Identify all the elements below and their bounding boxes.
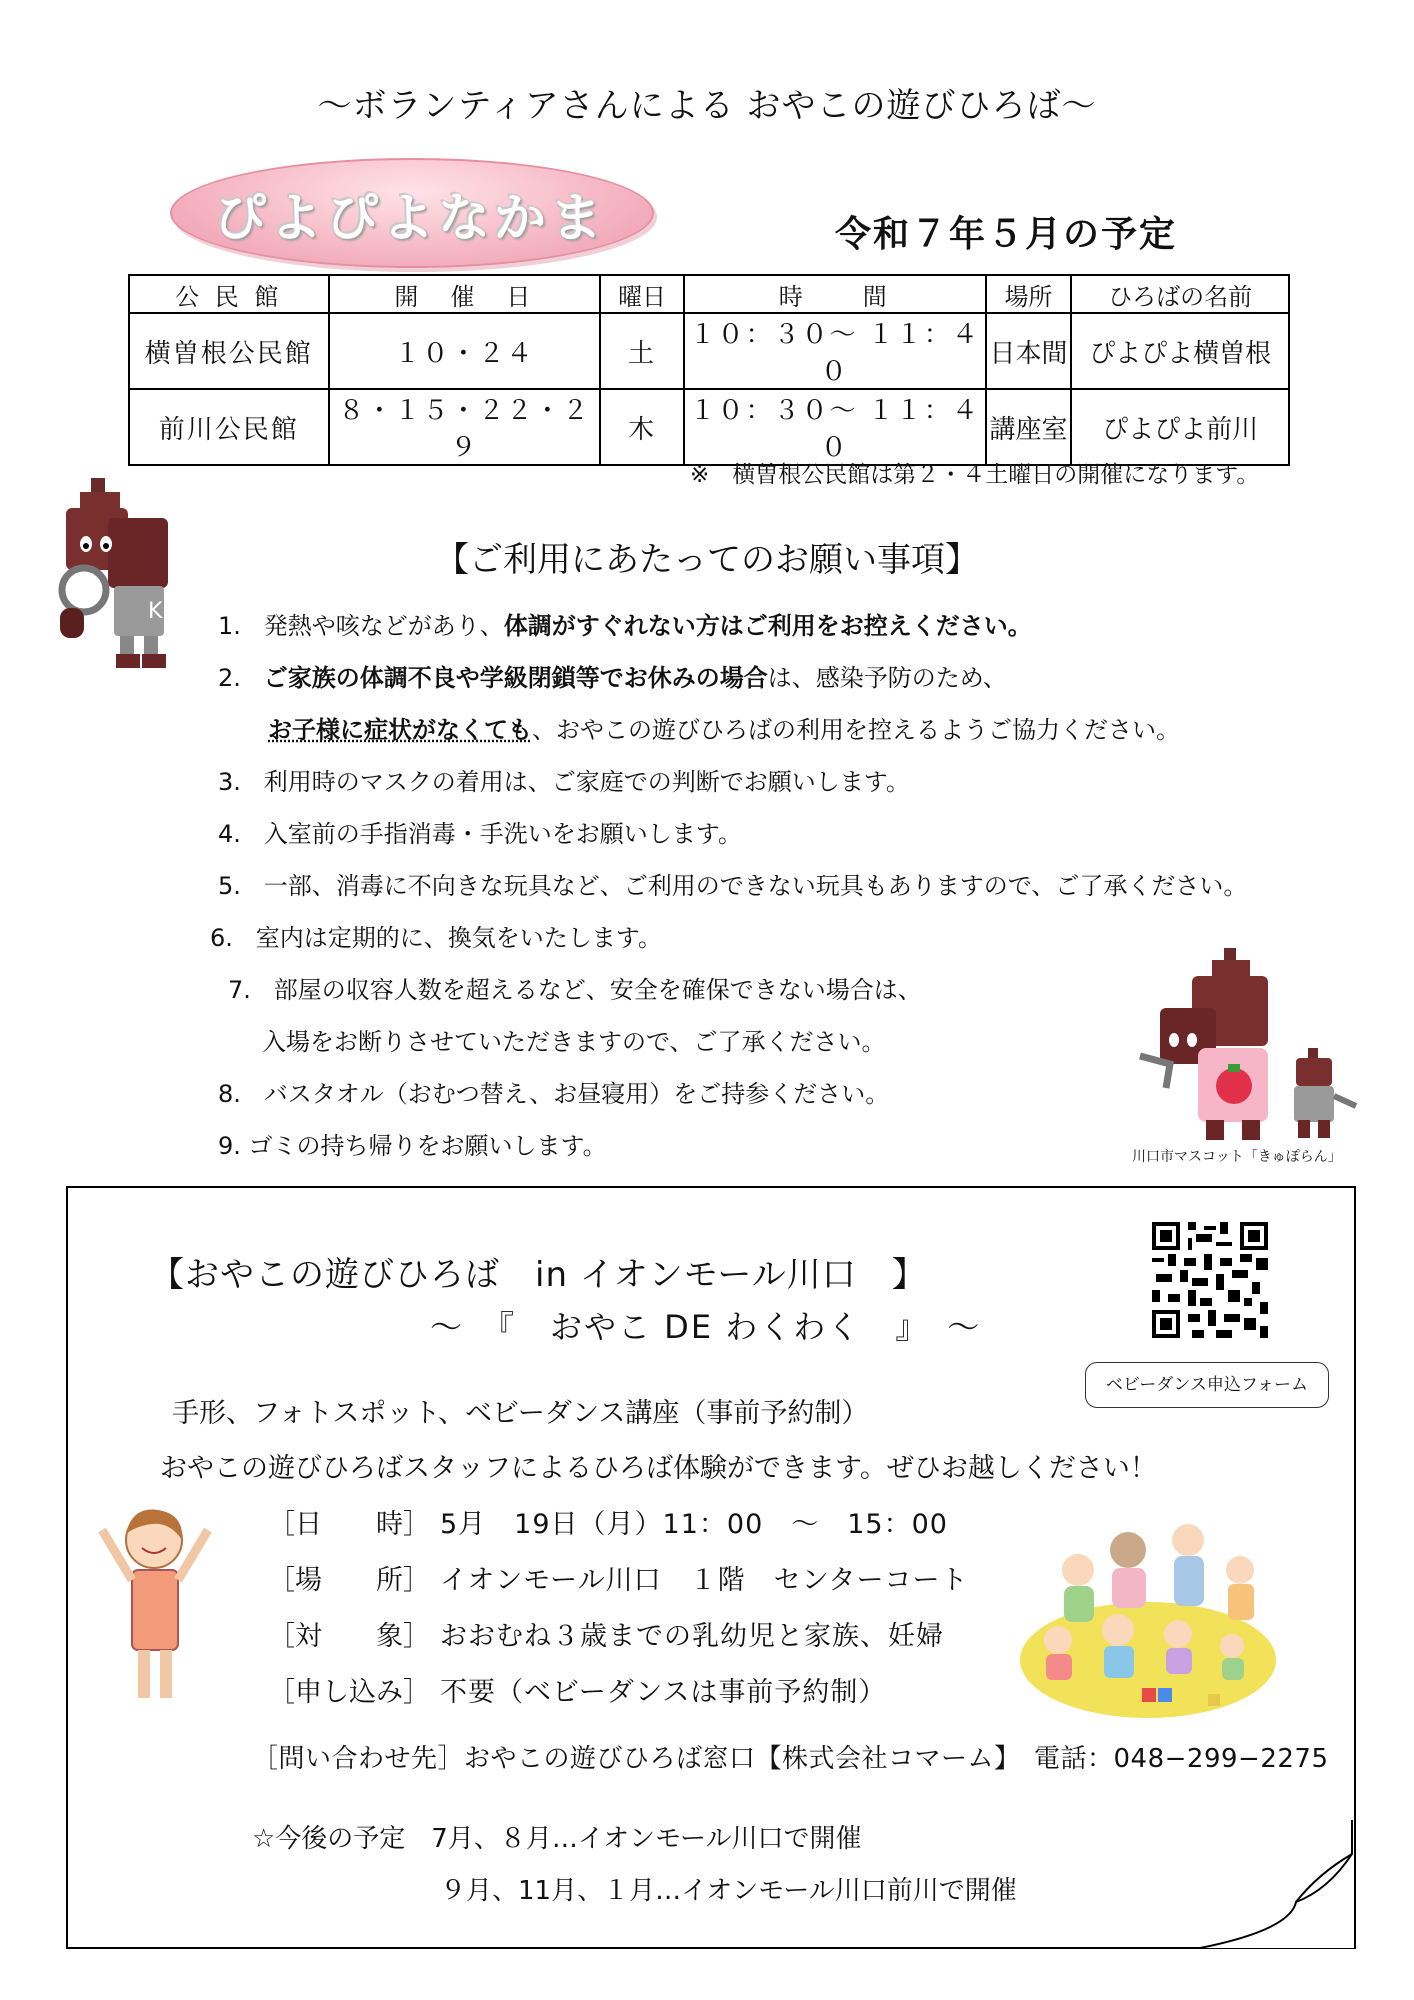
group-name-badge: ぴよぴよなかま bbox=[213, 189, 606, 249]
rule-number: 5. bbox=[218, 872, 241, 900]
rule-text: 、おやこの遊びひろばの利用を控えるようご協力ください。 bbox=[532, 716, 1180, 744]
staff-woman-illustration bbox=[92, 1500, 222, 1710]
rule-item bbox=[228, 970, 922, 1005]
future-schedule: ☆今後の予定 7月、８月…イオンモール川口で開催 bbox=[252, 1824, 862, 1854]
col-header: 曜日 bbox=[600, 275, 684, 313]
qr-code-icon[interactable] bbox=[1152, 1222, 1268, 1338]
table-row bbox=[129, 389, 1289, 465]
rule-text: 室内は定期的に、換気をいたします。 bbox=[255, 924, 662, 952]
schedule-title: 令和７年５月の予定 bbox=[835, 214, 1178, 255]
rule-item bbox=[218, 658, 1007, 693]
event-title: 【おやこの遊びひろば in イオンモール川口 】 bbox=[150, 1255, 927, 1295]
date-value: 5月 19日（月）11：00 ～ 15：00 bbox=[440, 1509, 948, 1540]
future-schedule: ９月、11月、１月…イオンモール川口前川で開催 bbox=[440, 1876, 1017, 1906]
rule-text: は、感染予防のため、 bbox=[767, 664, 1007, 692]
schedule-note: ※ 横曽根公民館は第２・４土曜日の開催になります。 bbox=[690, 462, 1260, 488]
rule-number: 8. bbox=[218, 1080, 241, 1108]
rule-text-bold: ご家族の体調不良や学級閉鎖等でお休みの場合 bbox=[263, 664, 768, 692]
baby-dance-form-button[interactable]: ベビーダンス申込フォーム bbox=[1085, 1362, 1329, 1408]
col-header: 場所 bbox=[986, 275, 1072, 313]
contact-info: ［問い合わせ先］おやこの遊びひろば窓口【株式会社コマーム】 電話：048−299−2275 bbox=[252, 1744, 1329, 1774]
table-cell: 講座室 bbox=[986, 389, 1072, 465]
rule-item bbox=[218, 762, 910, 797]
rule-item bbox=[210, 918, 662, 953]
table-cell: 木 bbox=[600, 389, 684, 465]
rule-number: 9. bbox=[218, 1132, 241, 1160]
mascot-illustration-right bbox=[1130, 948, 1366, 1144]
table-cell: 土 bbox=[600, 313, 684, 389]
col-header: 公 民 館 bbox=[129, 275, 329, 313]
place-value: イオンモール川口 １階 センターコート bbox=[440, 1565, 969, 1596]
children-playing-illustration bbox=[1018, 1510, 1278, 1720]
col-header: ひろばの名前 bbox=[1071, 275, 1289, 313]
svg-text:K: K bbox=[148, 599, 163, 624]
event-description: おやこの遊びひろばスタッフによるひろば体験ができます。ぜひお越しください！ bbox=[160, 1453, 1157, 1484]
rule-item-continued bbox=[262, 1022, 886, 1057]
rule-item-continued bbox=[268, 710, 1180, 745]
rule-text-bold: 体調がすぐれない方はご利用をお控えください。 bbox=[503, 612, 1032, 640]
rule-text: 入場をお断りさせていただきますので、ご了承ください。 bbox=[262, 1028, 886, 1056]
rule-number: 7. bbox=[228, 976, 251, 1004]
schedule-table bbox=[128, 274, 1290, 466]
rule-text: 発熱や咳などがあり、 bbox=[263, 612, 504, 640]
page-curl-decoration bbox=[1200, 1820, 1356, 1950]
rule-text: 入室前の手指消毒・手洗いをお願いします。 bbox=[263, 820, 742, 848]
table-cell: １０：３０～ １１：４０ bbox=[684, 389, 986, 465]
table-cell: 日本間 bbox=[986, 313, 1072, 389]
rule-text-emphasis: お子様に症状がなくても bbox=[268, 716, 532, 744]
apply-value: 不要（ベビーダンスは事前予約制） bbox=[440, 1677, 887, 1708]
table-cell: １０：３０～ １１：４０ bbox=[684, 313, 986, 389]
table-cell: ぴよぴよ横曽根 bbox=[1071, 313, 1289, 389]
rule-number: 3. bbox=[218, 768, 241, 796]
rule-text: ゴミの持ち帰りをお願いします。 bbox=[248, 1132, 607, 1160]
rule-number: 6. bbox=[210, 924, 233, 952]
rule-item bbox=[218, 1126, 607, 1161]
table-cell: ぴよぴよ前川 bbox=[1071, 389, 1289, 465]
rule-item bbox=[218, 606, 1032, 641]
col-header: 開 催 日 bbox=[329, 275, 601, 313]
rule-number: 4. bbox=[218, 820, 241, 848]
rule-item bbox=[218, 814, 742, 849]
rule-text: 利用時のマスクの着用は、ご家庭での判断でお願いします。 bbox=[263, 768, 910, 796]
apply-label: ［申し込み］ bbox=[268, 1677, 430, 1708]
table-cell: 横曽根公民館 bbox=[129, 313, 329, 389]
place-label: ［場 所］ bbox=[268, 1565, 430, 1596]
table-header-row bbox=[129, 275, 1289, 313]
rule-text: 部屋の収容人数を超えるなど、安全を確保できない場合は、 bbox=[273, 976, 922, 1004]
target-value: おおむね３歳までの乳幼児と家族、妊婦 bbox=[440, 1621, 944, 1652]
rule-number: 2. bbox=[218, 664, 241, 692]
table-cell: 前川公民館 bbox=[129, 389, 329, 465]
table-cell: １０・２４ bbox=[329, 313, 601, 389]
rule-number: 1. bbox=[218, 612, 241, 640]
rule-text: バスタオル（おむつ替え、お昼寝用）をご持参ください。 bbox=[263, 1080, 890, 1108]
rule-item bbox=[218, 866, 1247, 901]
mascot-caption: 川口市マスコット「きゅぽらん」 bbox=[1132, 1149, 1342, 1165]
event-description: 手形、フォトスポット、ベビーダンス講座（事前予約制） bbox=[172, 1398, 869, 1429]
event-subtitle: ～ 『 おやこ DE わくわく 』 ～ bbox=[430, 1308, 982, 1346]
col-header: 時 間 bbox=[684, 275, 986, 313]
target-label: ［対 象］ bbox=[268, 1621, 430, 1652]
rule-text: 一部、消毒に不向きな玩具など、ご利用のできない玩具もありますので、ご了承ください。 bbox=[263, 872, 1248, 900]
rules-title: 【ご利用にあたってのお願い事項】 bbox=[435, 540, 979, 580]
date-label: ［日 時］ bbox=[268, 1509, 430, 1540]
rule-item bbox=[218, 1074, 889, 1109]
page-title: ～ボランティアさんによる おやこの遊びひろば～ bbox=[317, 86, 1097, 126]
table-row bbox=[129, 313, 1289, 389]
table-cell: ８・１５・２２・２９ bbox=[329, 389, 601, 465]
